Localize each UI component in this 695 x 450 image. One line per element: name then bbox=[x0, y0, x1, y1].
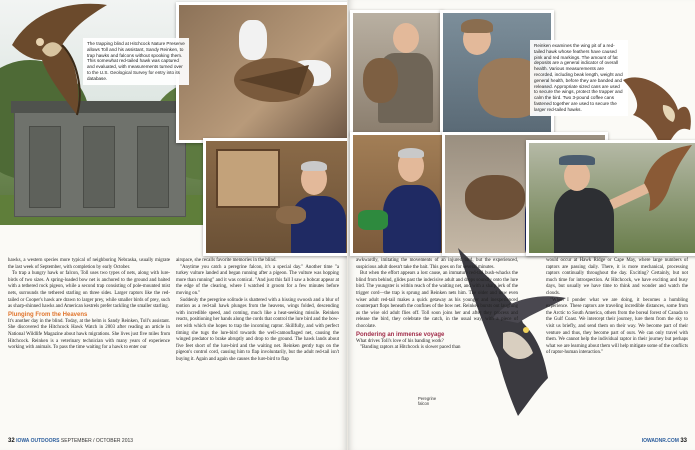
paragraph: It's another day in the blind. Today, at the helm is Sandy Reinken, Toll's assistant. She discovered the Hitchcock Hawk Watch in 2003 after reading an article in National Wildlife Magazine about hawk migrations. She lives just five miles from Hitchcock. Reinken is a veterinary technician with many years of experience working with animals. To pass the time waiting for a hawk to enter our bbox=[8, 318, 170, 351]
paragraph: awkwardly, imitating the movements of an injured bird, but the experienced, suspicious adult doesn't take the bait. This goes on for several minutes. bbox=[356, 258, 518, 270]
paragraph: airspace, she recalls favorite memories in the blind. bbox=[176, 258, 277, 263]
right-footer bbox=[642, 438, 687, 444]
paragraph: But when the effort appears a lost cause, an immature red-tail bush-whacks the blind from behind, glides past the indecisive adult and drops soundly onto the lure bird. The youngster is within reach of the waiting net, and with a sharp jerk of the trigger cord—the trap is sprung and Reinken nets him. The older and now even wiser adult red-tail makes a quick getaway as his younger and inexperienced counterpart flops beneath the confines of the bow net. Reinken bursts out laughing as the wise old adult flies off. Toll soon joins her and after they process and release the bird, they celebrate the catch, in the usual way, with a piece of chocolate. bbox=[356, 271, 518, 329]
falcon-label: Peregrine falcon bbox=[418, 396, 437, 406]
man-with-hawk-photo bbox=[203, 138, 347, 256]
paragraph: "When I ponder what we are doing, it becomes a humbling experience. These raptors are traveling incredible distances, some from the Arctic to South America, others from the boreal forest of Canada to the Gulf Coast. We intercept their journey, lure them from the sky to visit us briefly, and send them on their way. We become part of their venture and thus, they become part of ours. We can only travel with them. We cannot help the individual raptor in their journey but perhaps what we are learning about them will help mitigate some of the conflicts of raptor-human interaction." bbox=[546, 297, 688, 356]
paragraph: would occur at Hawk Ridge or Cape May, where large numbers of raptors are passing daily. There, it is more mechanical, processing raptors continually throughout the day. Exciting? Certainly, but not much time for introspection. At Hitchcock, we have exciting and busy days, but usually we have time to think and wonder and watch the clouds. bbox=[546, 258, 688, 296]
issue-date: SEPTEMBER / OCTOBER 2013 bbox=[60, 438, 134, 444]
page-number: 33 bbox=[680, 438, 687, 444]
paragraph: hawks, a western species more typical of neighboring Nebraska, usually migrate the last week of September, with completion by early October. bbox=[8, 258, 170, 270]
paragraph: "Banding raptors at Hitchcock is slower paced than bbox=[360, 345, 461, 351]
left-page bbox=[0, 0, 347, 450]
right-photo-caption: Reinken examines the wing pit of a red-tailed hawk whose feathers have caused pink and red markings. The amount of fat deposits are a general indicator of overall health. Various measurements are recorded, including beak length, weight and general health, before they are banded and released. Appropriate sized cans are used to secure the wings, protect the trapper and calm the bird. Two 3-pound coffee cans fastened together are used to secure the larger red-tailed hawks. bbox=[530, 40, 628, 116]
right-column-1 bbox=[356, 258, 518, 352]
left-photo-caption: The trapping blind at Hitchcock Nature Preserve allows Toll and his assistant, Sandy Reinken, to trap hawks and falcons without spooking them. This somewhat red-tailed hawk was captured and evaluated, with measurements turned over to the U.S. Geological Survey for entry into its database. bbox=[83, 38, 189, 85]
page-number: 32 bbox=[8, 438, 15, 444]
website-url: IOWADNR.COM bbox=[641, 438, 679, 444]
man-holding-falcon-photo bbox=[350, 132, 446, 256]
left-column-2 bbox=[176, 258, 339, 364]
paragraph: Suddenly the peregrine solitude is shattered with a hissing swoosh and a blur of motion as a red-tail hawk plunges from the heavens, wings folded, descending with incredible speed, and coming, much like a heat-seeking missile. Reinken reacts, positioning her hands along the cords that control the lure bird and the bow-net with which she hopes to trap the incoming raptor. Skillfully, and with perfect timing she tugs the lure-bird towards the well-camouflaged net, causing the winged predator to brake abruptly and drop to the ground. The hawk lands about five feet short of the lure-bird and the waiting net. Reinken gently tugs on the pigeon's control cord, causing him to flap involuntarily, but the adult red-tail isn't buying it. Again and again she causes the lure-bird to flap bbox=[176, 297, 339, 362]
right-column-2 bbox=[546, 258, 688, 357]
paragraph: What drives Toll's love of his banding work? bbox=[356, 338, 444, 344]
paragraph: "Anytime you catch a peregrine falcon, it's a special day." Another time "a turkey vulture landed and began running after a pigeon. The vulture was hopping more than running" and it was comical. "And just this fall I saw a bobcat appear at the edge of the clearing, where I watched it groom for a few minutes before moving on." bbox=[176, 264, 339, 296]
left-footer bbox=[8, 438, 133, 444]
trapping-blind bbox=[14, 110, 186, 217]
section-heading: Plunging From the Heavens bbox=[8, 311, 88, 318]
hands-holding-hawk-photo bbox=[176, 2, 347, 143]
section-heading: Pondering an immense voyage bbox=[356, 331, 445, 338]
right-page bbox=[348, 0, 695, 450]
woman-holding-hawk-photo bbox=[350, 10, 444, 136]
left-column-1 bbox=[8, 258, 170, 352]
magazine-name: IOWA OUTDOORS bbox=[16, 438, 60, 444]
paragraph: To trap a hungry hawk or falcon, Toll uses two types of nets, along with lure-birds of two sizes. A spring-loaded bow net is anchored to the ground and baited with a tethered rock pigeon, while a second trap consisting of pole-mounted mist nets, surrounds the tethered starling on three sides. Larger raptors like the red-tailed or Cooper's hawk are drawn to larger prey, while smaller birds of prey, such as sharp-shinned hawks and American kestrels prefer tackling the smaller starling. bbox=[8, 271, 170, 310]
